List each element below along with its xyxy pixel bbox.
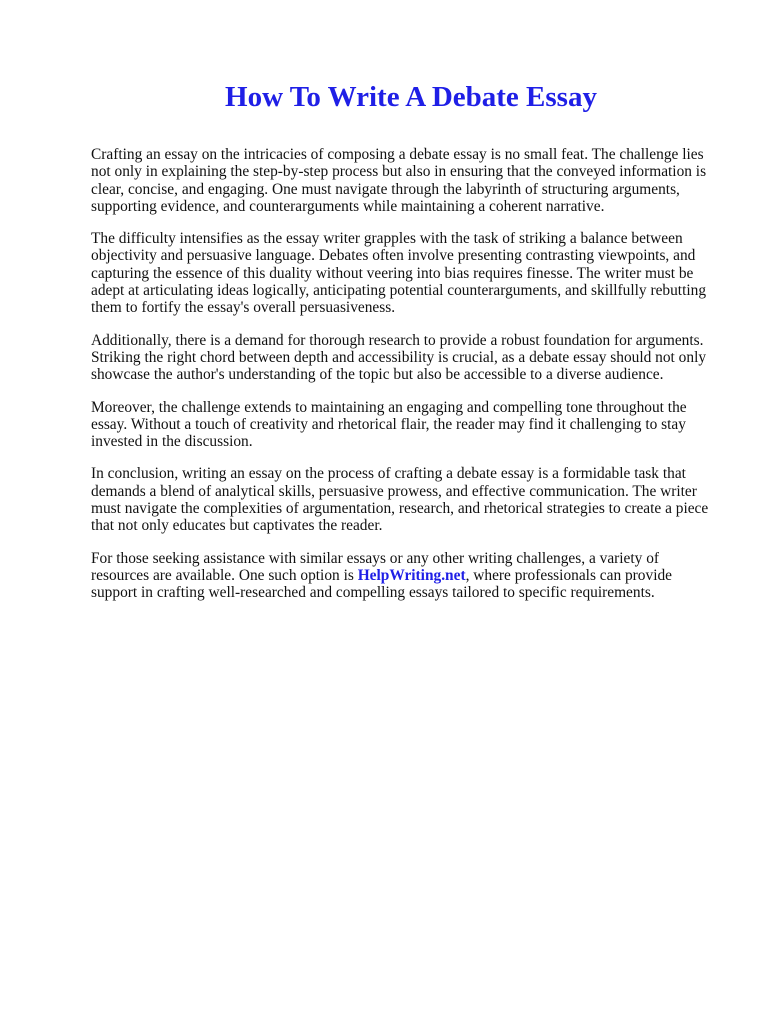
paragraph-5: In conclusion, writing an essay on the process of crafting a debate essay is a formidable task that demands a blend of analytical skills, persuasive prowess, and effective communication. The writer must navigate the complexities of argumentation, research, and rhetorical strategies to create a piece that not only educates but captivates the reader. [91, 465, 709, 535]
paragraph-2: The difficulty intensifies as the essay writer grapples with the task of striking a balance between objectivity and persuasive language. Debates often involve presenting contrasting viewpoints, and capturing the essence of this duality without veering into bias requires finesse. The writer must be adept at articulating ideas logically, anticipating potential counterarguments, and skillfully rebutting them to fortify the essay's overall persuasiveness. [91, 230, 707, 317]
paragraph-4: Moreover, the challenge extends to maintaining an engaging and compelling tone throughout the essay. Without a touch of creativity and rhetorical flair, the reader may find it challenging to stay invested in the discussion. [91, 398, 687, 451]
closing-text-before-link: For those seeking assistance with similar essays or any other writing challenges, a variety of resources are available. One such option is [91, 549, 660, 584]
closing-paragraph [91, 550, 715, 602]
paragraph-1: Crafting an essay on the intricacies of composing a debate essay is no small feat. The challenge lies not only in explaining the step-by-step process but also in ensuring that the conveyed information is clear, concise, and engaging. One must navigate through the labyrinth of structuring arguments, supporting evidence, and counterarguments while maintaining a coherent narrative. [91, 146, 707, 215]
document-body [91, 146, 715, 617]
page-title: How To Write A Debate Essay [225, 81, 597, 113]
closing-text-after-link: , where professionals can provide support in crafting well-researched and compelling essays tailored to specific requirements. [91, 566, 672, 602]
helpwriting-link[interactable]: HelpWriting.net [357, 566, 466, 584]
paragraph-3: Additionally, there is a demand for thorough research to provide a robust foundation for arguments. Striking the right chord between depth and accessibility is crucial, as a debate essay should not only showcase the author's understanding of the topic but also be accessible to a diverse audience. [91, 331, 707, 384]
